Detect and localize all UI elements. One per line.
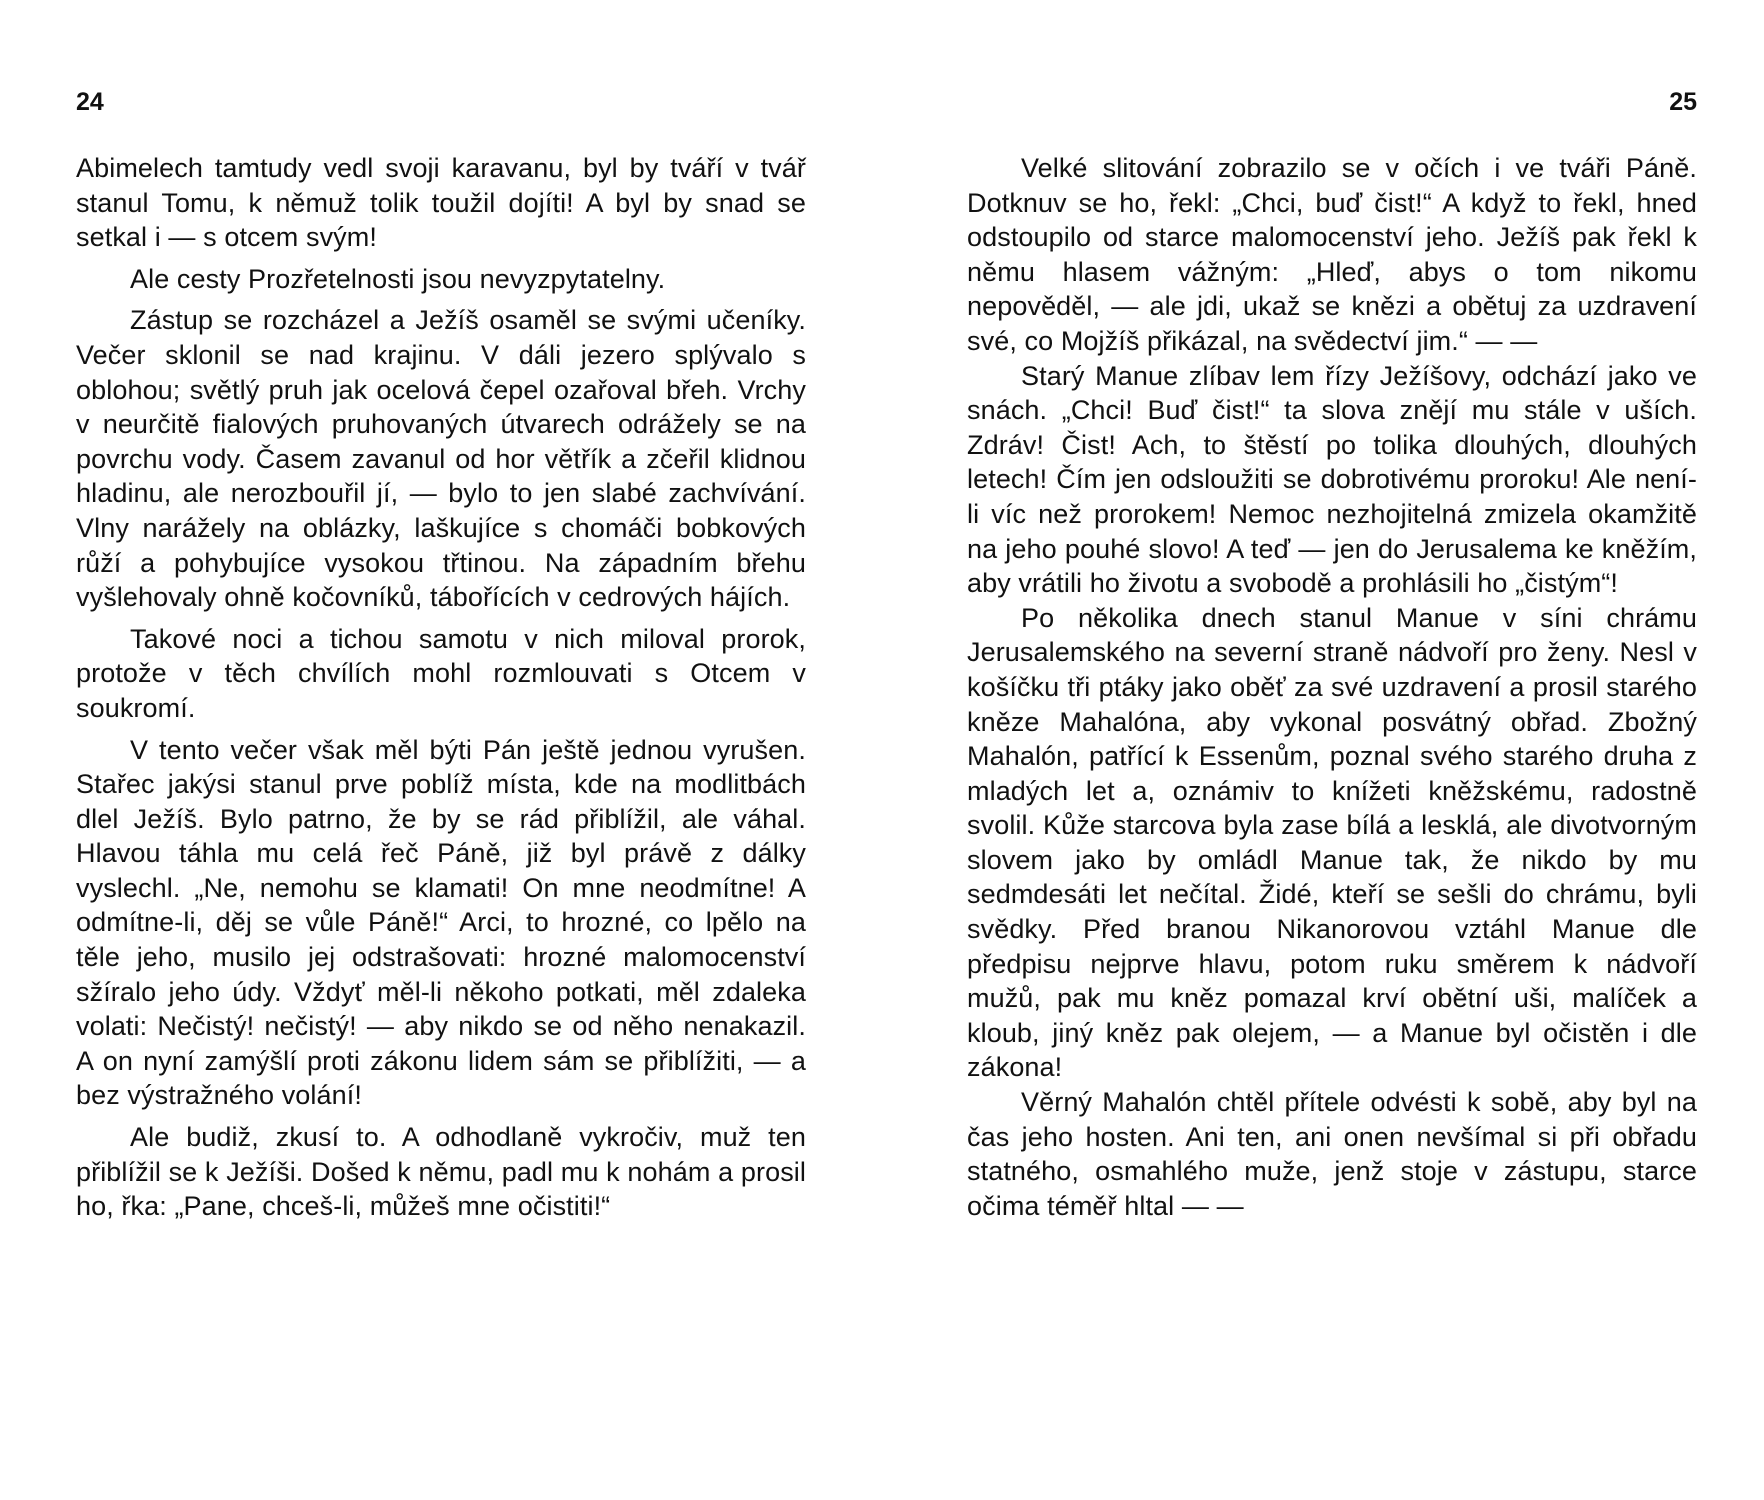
text-block [967,151,1697,1223]
paragraph: Takové noci a tichou samotu v nich miloval prorok, protože v těch chvílích mohl rozmlouvati s Otcem v soukromí. [76,623,806,723]
text-block [76,151,806,1231]
right-page [967,0,1697,1500]
page-number: 25 [1669,88,1697,116]
paragraph: Abimelech tamtudy vedl svoji karavanu, byl by tváří v tvář stanul Tomu, k němuž tolik toužil dojíti! A byl by snad se setkal i — s otcem svým! [76,153,806,253]
page-number: 24 [76,88,104,116]
paragraph: Po několika dnech stanul Manue v síni chrámu Jerusalemského na severní straně nádvoří pro ženy. Nesl v košíčku tři ptáky jako oběť za své uzdravení a prosil starého kněze Mahalóna, aby vykonal posvátný obřad. Zbožný Mahalón, patřící k Essenům, poznal svého starého druha z mladých let a, oznámiv to knížeti kněžskému, radostně svolil. Kůže starcova byla zase bílá a lesklá, ale divotvorným slovem jako by omládl Manue tak, že nikdo by mu sedmdesáti let nečítal. Židé, kteří se sešli do chrámu, byli svědky. Před branou Nikanorovou vztáhl Manue dle předpisu nejprve hlavu, potom ruku směrem k nádvoří mužů, pak mu kněz pomazal krví obětní uši, malíček a kloub, jiný kněz pak olejem, — a Manue byl očistěn i dle zákona! [967,602,1697,1083]
left-page [76,0,806,1500]
paragraph: Ale budiž, zkusí to. A odhodlaně vykročiv, muž ten přiblížil se k Ježíši. Došed k němu, padl mu k nohám a prosil ho, řka: „Pane, chceš-li, můžeš mne očistiti!“ [76,1122,806,1222]
paragraph: V tento večer však měl býti Pán ještě jednou vyrušen. Stařec jakýsi stanul prve poblíž místa, kde na modlitbách dlel Ježíš. Bylo patrno, že by se rád přiblížil, ale váhal. Hlavou táhla mu celá řeč Páně, již byl právě z dálky vyslechl. „Ne, nemohu se klamati! On mne neodmítne! A odmítne-li, děj se vůle Páně!“ Arci, to hrozné, co lpělo na těle jeho, musilo jej odstrašovati: hrozné malomocenství sžíralo jeho údy. Vždyť měl-li někoho potkati, měl zdaleka volati: Nečistý! nečistý! — aby nikdo se od něho nenakazil. A on nyní zamýšlí proti zákonu lidem sám se přiblížiti, — a bez výstražného volání! [76,734,806,1111]
paragraph: Ale cesty Prozřetelnosti jsou nevyzpytatelny. [130,263,666,294]
paragraph: Zástup se rozcházel a Ježíš osaměl se svými učeníky. Večer sklonil se nad krajinu. V dáli jezero splývalo s oblohou; světlý pruh jak ocelová čepel ozařoval břeh. Vrchy v neurčitě fialových pruhovaných útvarech odrážely se na povrchu vody. Časem zavanul od hor větřík a zčeřil klidnou hladinu, ale nerozbouřil jí, — bylo to jen slabé zachvívání. Vlny narážely na oblázky, laškujíce s chomáči bobkových růží a pohybujíce vysokou třtinou. Na západním břehu vyšlehovaly ohně kočovníků, tábořících v cedrových hájích. [76,305,806,613]
paragraph: Věrný Mahalón chtěl přítele odvésti k sobě, aby byl na čas jeho hosten. Ani ten, ani onen nevšímal si při obřadu statného, osmahlého muže, jenž stoje v zástupu, starce očima téměř hltal — — [967,1087,1697,1221]
paragraph: Starý Manue zlíbav lem řízy Ježíšovy, odchází jako ve snách. „Chci! Buď čist!“ ta slova znějí mu stále v uších. Zdráv! Čist! Ach, to štěstí po tolika dlouhých, dlouhých letech! Čím jen odsloužiti se dobrotivému proroku! Ale není-li víc než prorokem! Nemoc nezhojitelná zmizela okamžitě na jeho pouhé slovo! A teď — jen do Jerusalema ke kněžím, aby vrátili ho životu a svobodě a prohlásili ho „čistým“! [967,360,1697,599]
paragraph: Velké slitování zobrazilo se v očích i ve tváři Páně. Dotknuv se ho, řekl: „Chci, buď čist!“ A když to řekl, hned odstoupilo od starce malomocenství jeho. Ježíš pak řekl k němu hlasem vážným: „Hleď, abys o tom nikomu nepověděl, — ale jdi, ukaž se knězi a obětuj za uzdravení své, co Mojžíš přikázal, na svědectví jim.“ — — [967,153,1697,356]
